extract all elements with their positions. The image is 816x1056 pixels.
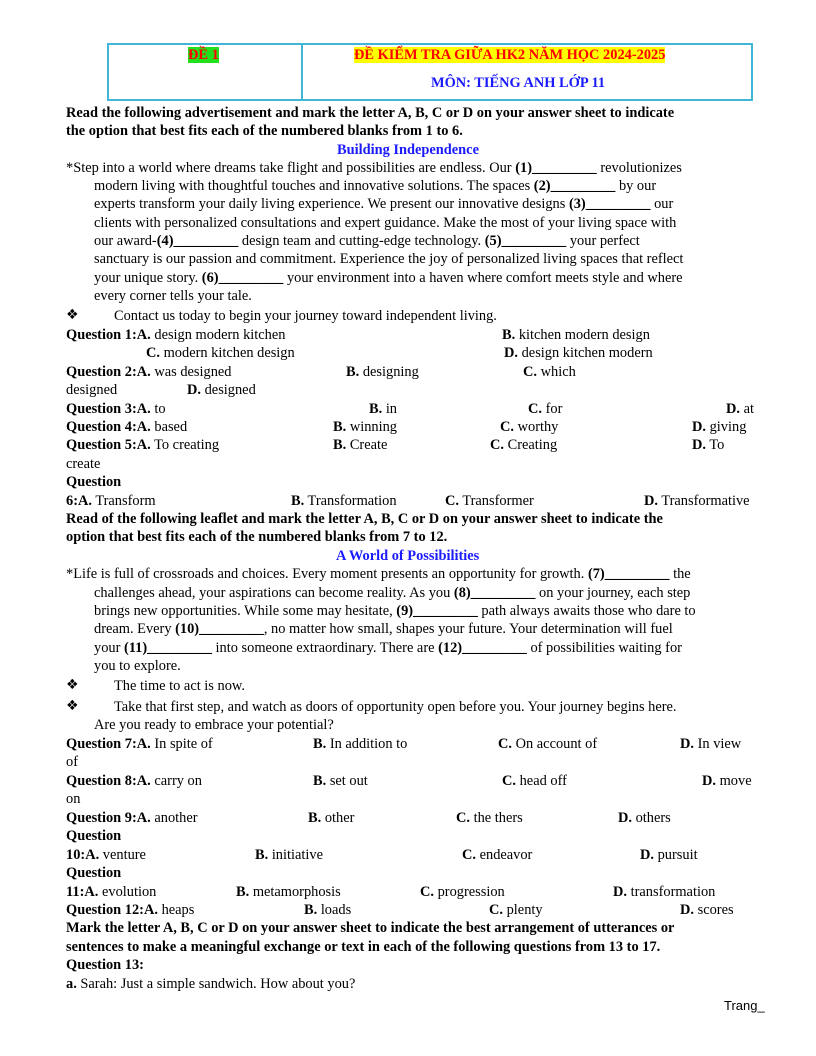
passage1-line: *Step into a world where dreams take flight and possibilities are endless. Our (1)_________ revolutionizes <box>66 160 682 176</box>
q7-option-c: C. On account of <box>498 736 598 752</box>
exam-title: ĐỀ KIỂM TRA GIỮA HK2 NĂM HỌC 2024-2025 <box>354 47 666 63</box>
passage1-line: your unique story. (6)_________ your environment into a haven where comfort meets style and where <box>94 270 683 286</box>
question-7: Question 7:A. In spite of <box>66 736 213 752</box>
q9-option-d: D. others <box>618 810 671 826</box>
question-3: Question 3:A. to <box>66 401 166 417</box>
q4-option-d: D. giving <box>692 419 747 435</box>
q10-option-d: D. pursuit <box>640 847 698 863</box>
q11-option-c: C. progression <box>420 884 505 900</box>
q5-option-d-wrap: create <box>66 456 101 472</box>
exam-code: ĐỀ 1 <box>188 47 219 63</box>
passage2-title: A World of Possibilities <box>336 548 480 564</box>
q3-option-c: C. for <box>528 401 563 417</box>
q8-option-b: B. set out <box>313 773 368 789</box>
diamond-bullet-icon: ❖ <box>66 677 79 693</box>
passage2-bullet: Take that first step, and watch as doors of opportunity open before you. Your journey begins here. <box>114 699 677 715</box>
page-footer: Trang_ <box>724 998 765 1013</box>
q2-option-c: C. which <box>523 364 576 380</box>
passage2-line: your (11)_________ into someone extraordinary. There are (12)_________ of possibilities waiting for <box>94 640 682 656</box>
q2-option-b: B. designing <box>346 364 419 380</box>
passage1-title: Building Independence <box>337 142 479 158</box>
passage1-line: every corner tells your tale. <box>94 288 252 304</box>
q12-option-c: C. plenty <box>489 902 543 918</box>
q11-option-b: B. metamorphosis <box>236 884 341 900</box>
q4-option-c: C. worthy <box>500 419 559 435</box>
question-11: Question <box>66 865 122 881</box>
section2-instruction: Read of the following leaflet and mark the letter A, B, C or D on your answer sheet to indicate the <box>66 511 663 527</box>
q6-option-b: B. Transformation <box>291 493 397 509</box>
exam-subject: MÔN: TIẾNG ANH LỚP 11 <box>431 75 606 91</box>
question-8: Question 8:A. carry on <box>66 773 202 789</box>
q5-option-d: D. To <box>692 437 725 453</box>
q12-option-b: B. loads <box>304 902 352 918</box>
q7-option-b: B. In addition to <box>313 736 408 752</box>
header-divider <box>301 43 303 101</box>
question-4: Question 4:A. based <box>66 419 188 435</box>
q12-option-d: D. scores <box>680 902 734 918</box>
q8-option-c: C. head off <box>502 773 567 789</box>
question-10: Question <box>66 828 122 844</box>
q6-option-a: 6:A. Transform <box>66 493 156 509</box>
section1-instruction: Read the following advertisement and mark the letter A, B, C or D on your answer sheet to indicate <box>66 105 675 121</box>
q3-option-d: D. at <box>726 401 754 417</box>
passage2-line: you to explore. <box>94 658 181 674</box>
question-1: Question 1:A. design modern kitchen <box>66 327 286 343</box>
passage2-bullet: The time to act is now. <box>114 678 245 694</box>
section3-instruction: Mark the letter A, B, C or D on your answer sheet to indicate the best arrangement of utterances or <box>66 920 675 936</box>
q8-option-d: D. move <box>702 773 752 789</box>
passage2-line: brings new opportunities. While some may hesitate, (9)_________ path always awaits those who dare to <box>94 603 696 619</box>
q3-option-b: B. in <box>369 401 398 417</box>
diamond-bullet-icon: ❖ <box>66 307 79 323</box>
question-6: Question <box>66 474 122 490</box>
q5-option-b: B. Create <box>333 437 388 453</box>
q11-option-d: D. transformation <box>613 884 716 900</box>
q13-utterance-a: a. Sarah: Just a simple sandwich. How about you? <box>66 976 356 992</box>
q7-option-d-wrap: of <box>66 754 78 770</box>
q8-option-d-wrap: on <box>66 791 81 807</box>
passage1-line: experts transform your daily living experience. We present our innovative designs (3)_________ our <box>94 196 674 212</box>
q10-option-b: B. initiative <box>255 847 323 863</box>
section3-instruction-cont: sentences to make a meaningful exchange or text in each of the following questions from 13 to 17. <box>66 939 661 955</box>
q9-option-c: C. the thers <box>456 810 523 826</box>
question-9: Question 9:A. another <box>66 810 198 826</box>
q6-option-c: C. Transformer <box>445 493 534 509</box>
question-12: Question 12:A. heaps <box>66 902 195 918</box>
q11-option-a: 11:A. evolution <box>66 884 157 900</box>
q10-option-a: 10:A. venture <box>66 847 146 863</box>
q6-option-d: D. Transformative <box>644 493 750 509</box>
q2-option-c-wrap: designed <box>66 382 118 398</box>
q1-option-d: D. design kitchen modern <box>504 345 653 361</box>
q1-option-b: B. kitchen modern design <box>502 327 650 343</box>
question-2: Question 2:A. was designed <box>66 364 232 380</box>
q9-option-b: B. other <box>308 810 355 826</box>
q1-option-c: C. modern kitchen design <box>146 345 295 361</box>
q5-option-c: C. Creating <box>490 437 558 453</box>
passage1-line: clients with personalized consultations and expert guidance. Make the most of your living space with <box>94 215 677 231</box>
passage1-line: modern living with thoughtful touches and innovative solutions. The spaces (2)_________ by our <box>94 178 657 194</box>
passage1-line: our award-(4)_________ design team and cutting-edge technology. (5)_________ your perfect <box>94 233 640 249</box>
question-5: Question 5:A. To creating <box>66 437 220 453</box>
passage2-line: *Life is full of crossroads and choices. Every moment presents an opportunity for growth. (7)_________ the <box>66 566 691 582</box>
question-13: Question 13: <box>66 957 144 973</box>
q4-option-b: B. winning <box>333 419 397 435</box>
q10-option-c: C. endeavor <box>462 847 533 863</box>
q2-option-d: D. designed <box>187 382 256 398</box>
passage2-line: Are you ready to embrace your potential? <box>94 717 334 733</box>
passage1-line: sanctuary is our passion and commitment. Experience the joy of personalized living spaces that reflect <box>94 251 684 267</box>
passage1-bullet: Contact us today to begin your journey toward independent living. <box>114 308 497 324</box>
diamond-bullet-icon: ❖ <box>66 698 79 714</box>
section2-instruction-cont: option that best fits each of the numbered blanks from 7 to 12. <box>66 529 448 545</box>
section1-instruction-cont: the option that best fits each of the numbered blanks from 1 to 6. <box>66 123 463 139</box>
passage2-line: dream. Every (10)_________, no matter how small, shapes your future. Your determination will fuel <box>94 621 673 637</box>
q7-option-d: D. In view <box>680 736 742 752</box>
passage2-line: challenges ahead, your aspirations can become reality. As you (8)_________ on your journey, each step <box>94 585 691 601</box>
